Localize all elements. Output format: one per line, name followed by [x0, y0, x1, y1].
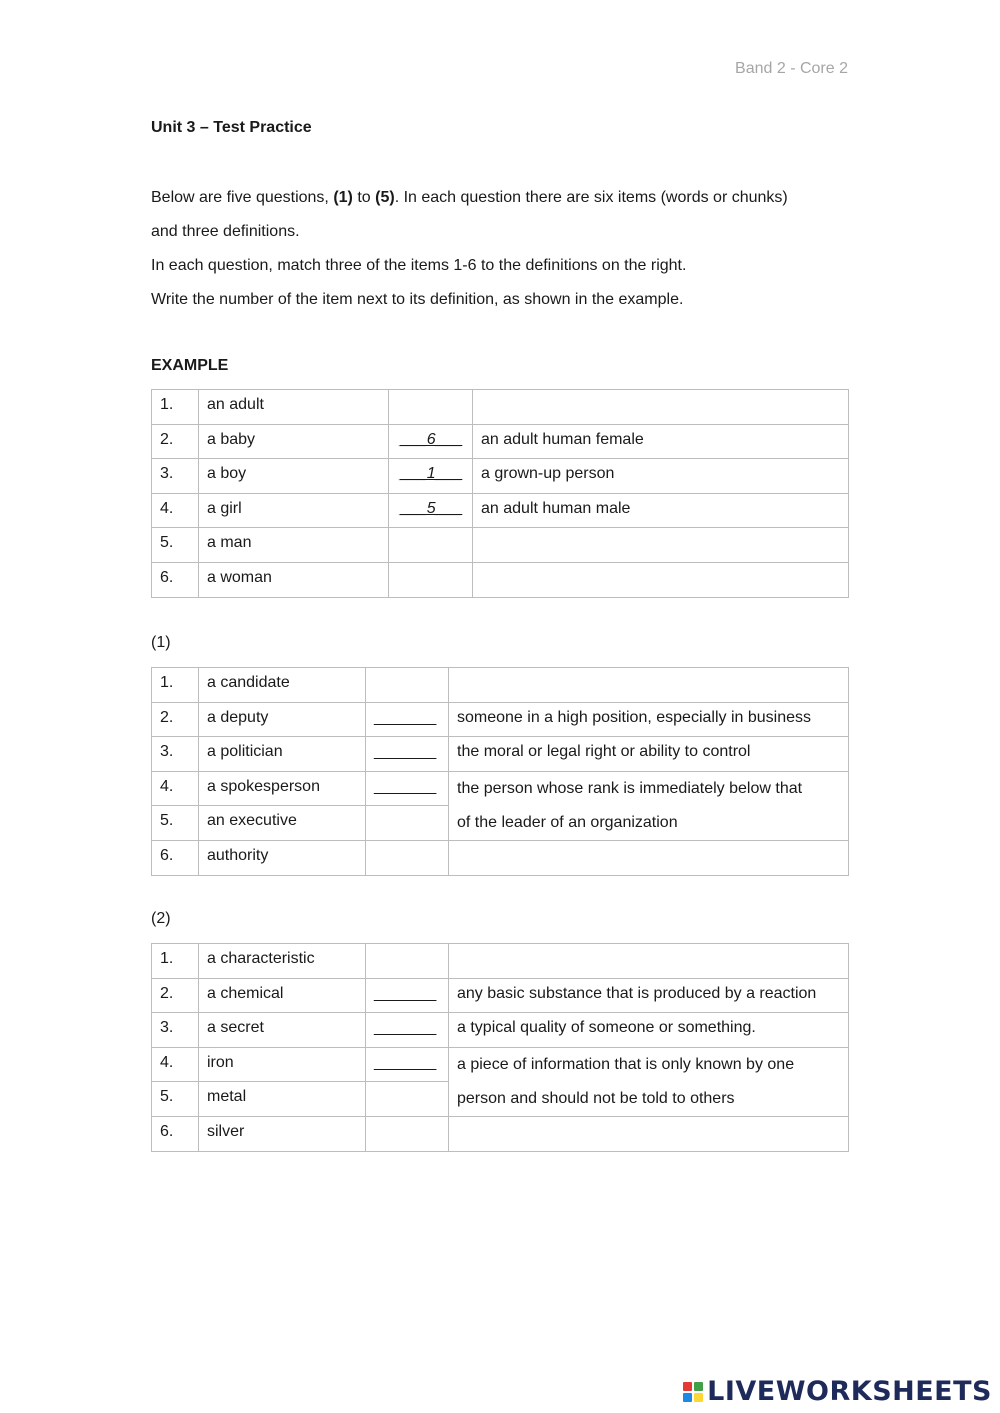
- answer-cell: [389, 459, 473, 494]
- item-cell: a deputy: [199, 702, 366, 737]
- answer-blank[interactable]: _______: [366, 1013, 449, 1048]
- item-cell: a boy: [199, 459, 389, 494]
- row-number: 3.: [152, 1013, 199, 1048]
- row-number: 3.: [152, 459, 199, 494]
- row-number: 6.: [152, 562, 199, 597]
- logo-square: [694, 1393, 703, 1402]
- row-number: 2.: [152, 702, 199, 737]
- table-row: [152, 424, 849, 459]
- definition-cell: a typical quality of someone or something.: [449, 1013, 849, 1048]
- row-number: 4.: [152, 771, 199, 806]
- table-row: [152, 978, 849, 1013]
- item-cell: a spokesperson: [199, 771, 366, 806]
- logo-text-suffix: WORKSHEETS: [775, 1376, 992, 1407]
- definition-cell: [449, 944, 849, 979]
- answer-cell: [389, 493, 473, 528]
- item-cell: an executive: [199, 806, 366, 841]
- item-cell: a candidate: [199, 668, 366, 703]
- table-row: [152, 390, 849, 425]
- answer-cell: [366, 668, 449, 703]
- definition-cell: the person whose rank is immediately below that of the leader of an organization: [449, 771, 849, 840]
- answer-cell: [366, 1082, 449, 1117]
- answer-cell: [366, 1116, 449, 1151]
- answer-cell: [389, 390, 473, 425]
- table-row: [152, 702, 849, 737]
- answer-blank[interactable]: _______: [366, 771, 449, 806]
- example-table: [151, 389, 849, 598]
- example-answer: ___6___: [400, 430, 463, 448]
- answer-blank[interactable]: _______: [366, 1047, 449, 1082]
- answer-blank[interactable]: _______: [366, 978, 449, 1013]
- answer-cell: [389, 424, 473, 459]
- instruction-line-4: Write the number of the item next to its definition, as shown in the example.: [151, 291, 684, 308]
- instruction-line-1: Below are five questions, (1) to (5). In each question there are six items (words or chunks): [151, 189, 788, 206]
- instructions: [151, 181, 851, 317]
- question-2-label: (2): [151, 910, 171, 927]
- table-row: [152, 1116, 849, 1151]
- item-cell: a girl: [199, 493, 389, 528]
- instruction-line-2: and three definitions.: [151, 223, 300, 240]
- row-number: 2.: [152, 424, 199, 459]
- question-2-table: [151, 943, 849, 1152]
- table-row: [152, 1013, 849, 1048]
- logo-square: [683, 1393, 692, 1402]
- example-answer: ___5___: [400, 499, 463, 517]
- definition-cell: an adult human male: [473, 493, 849, 528]
- definition-cell: [449, 840, 849, 875]
- answer-cell: [366, 806, 449, 841]
- answer-cell: [366, 840, 449, 875]
- item-cell: a woman: [199, 562, 389, 597]
- table-row: [152, 668, 849, 703]
- answer-cell: [366, 944, 449, 979]
- item-cell: authority: [199, 840, 366, 875]
- definition-cell: [473, 528, 849, 563]
- definition-cell: any basic substance that is produced by a reaction: [449, 978, 849, 1013]
- definition-cell: a grown-up person: [473, 459, 849, 494]
- definition-cell: [449, 1116, 849, 1151]
- definition-cell: [473, 390, 849, 425]
- table-row: [152, 840, 849, 875]
- table-row: [152, 459, 849, 494]
- row-number: 1.: [152, 390, 199, 425]
- item-cell: silver: [199, 1116, 366, 1151]
- row-number: 5.: [152, 806, 199, 841]
- liveworksheets-logo-icon: [683, 1382, 703, 1402]
- table-row: [152, 737, 849, 772]
- item-cell: an adult: [199, 390, 389, 425]
- page-header: Band 2 - Core 2: [735, 60, 848, 77]
- row-number: 1.: [152, 944, 199, 979]
- example-answer: ___1___: [400, 465, 463, 483]
- item-cell: a baby: [199, 424, 389, 459]
- answer-cell: [389, 528, 473, 563]
- row-number: 2.: [152, 978, 199, 1013]
- row-number: 4.: [152, 493, 199, 528]
- instruction-line-3: In each question, match three of the items 1-6 to the definitions on the right.: [151, 257, 687, 274]
- table-row: [152, 493, 849, 528]
- item-cell: a politician: [199, 737, 366, 772]
- example-label: EXAMPLE: [151, 357, 229, 374]
- question-1-label: (1): [151, 634, 171, 651]
- answer-cell: [389, 562, 473, 597]
- definition-cell: a piece of information that is only known by one person and should not be told to others: [449, 1047, 849, 1116]
- table-row: [152, 562, 849, 597]
- definition-cell: [473, 562, 849, 597]
- page-title: Unit 3 – Test Practice: [151, 119, 312, 136]
- row-number: 6.: [152, 840, 199, 875]
- item-cell: metal: [199, 1082, 366, 1117]
- row-number: 4.: [152, 1047, 199, 1082]
- item-cell: a man: [199, 528, 389, 563]
- item-cell: iron: [199, 1047, 366, 1082]
- item-cell: a characteristic: [199, 944, 366, 979]
- row-number: 1.: [152, 668, 199, 703]
- question-1-table: [151, 667, 849, 876]
- row-number: 5.: [152, 1082, 199, 1117]
- logo-square: [694, 1382, 703, 1391]
- logo-square: [683, 1382, 692, 1391]
- table-row: [152, 1047, 849, 1082]
- item-cell: a chemical: [199, 978, 366, 1013]
- answer-blank[interactable]: _______: [366, 702, 449, 737]
- answer-blank[interactable]: _______: [366, 737, 449, 772]
- definition-cell: an adult human female: [473, 424, 849, 459]
- definition-cell: someone in a high position, especially in business: [449, 702, 849, 737]
- row-number: 3.: [152, 737, 199, 772]
- definition-cell: [449, 668, 849, 703]
- definition-cell: the moral or legal right or ability to control: [449, 737, 849, 772]
- table-row: [152, 771, 849, 806]
- liveworksheets-logo: [683, 1376, 992, 1407]
- item-cell: a secret: [199, 1013, 366, 1048]
- row-number: 6.: [152, 1116, 199, 1151]
- row-number: 5.: [152, 528, 199, 563]
- logo-text-prefix: LIVE: [707, 1376, 776, 1407]
- table-row: [152, 944, 849, 979]
- table-row: [152, 528, 849, 563]
